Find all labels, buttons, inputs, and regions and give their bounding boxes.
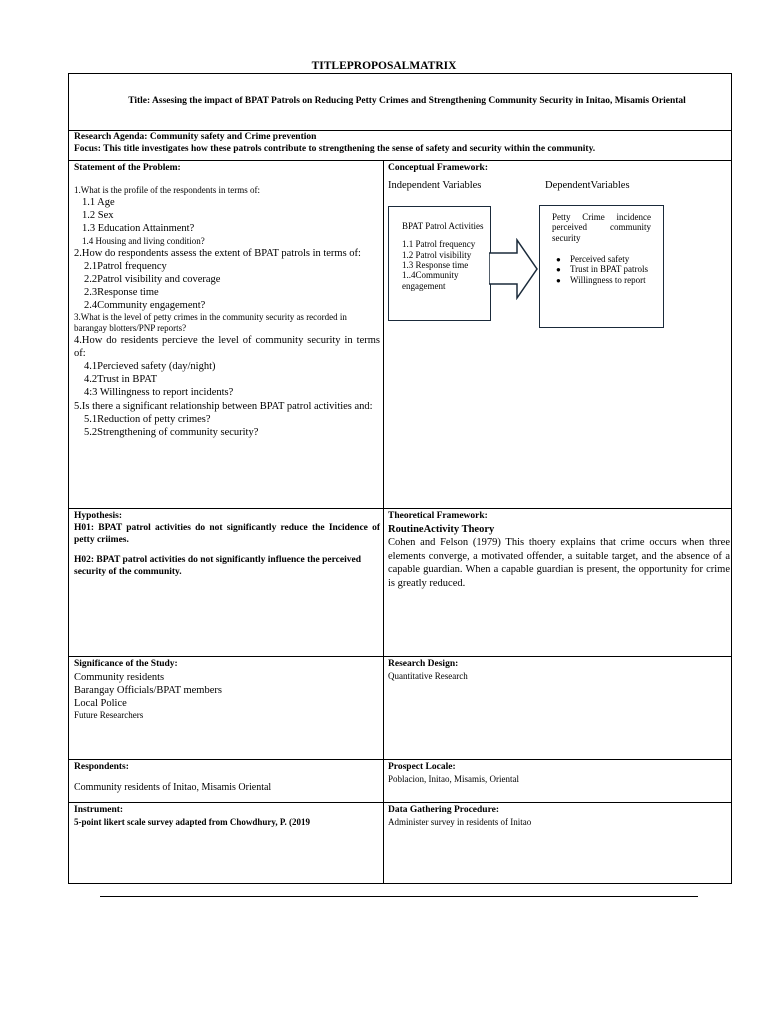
dv-item: ● Trust in BPAT patrols <box>570 264 651 274</box>
theory-name: RoutineActivity Theory <box>388 523 495 535</box>
proposal-title: Title: Assesing the impact of BPAT Patrols on Reducing Petty Crimes and Strengthening Community Security in Initao, Misamis Oriental <box>128 96 686 106</box>
row-divider <box>69 508 731 509</box>
dependent-variables-box <box>539 205 664 328</box>
hypothesis-h01: H01: BPAT patrol activities do not significantly reduce the Incidence of petty criimes. <box>74 522 380 545</box>
sop-item: 4.2Trust in BPAT <box>84 374 158 386</box>
proposal-matrix-table <box>68 73 732 884</box>
row-divider <box>69 802 731 803</box>
theoretical-framework-cell <box>388 511 730 591</box>
significance-item: Future Researchers <box>74 710 144 721</box>
sop-item: 5.1Reduction of petty crimes? <box>84 413 211 425</box>
sop-item: 5.2Strengthening of community security? <box>84 426 259 438</box>
hypothesis-h02: H02: BPAT patrol activities do not significantly influence the perceived security of the community. <box>74 554 362 577</box>
dv-item: ● Willingness to report <box>570 275 651 285</box>
iv-item: 1.1 Patrol frequency <box>402 239 476 250</box>
prospect-locale-cell <box>388 762 728 785</box>
data-gathering-label: Data Gathering Procedure: <box>388 805 499 815</box>
sop-item: 2.3Response time <box>84 287 159 299</box>
sop-item: 2.1Patrol frequency <box>84 260 167 272</box>
respondents-cell <box>74 762 380 794</box>
sop-item: 1.2 Sex <box>82 210 114 222</box>
research-agenda: Research Agenda: Community safety and Crime prevention <box>74 132 317 142</box>
sop-item: 2.4Community engagement? <box>84 300 206 312</box>
sop-item: 4.1Percieved safety (day/night) <box>84 361 216 373</box>
sop-item: 1.3 Education Attainment? <box>82 223 195 235</box>
sop-item: 2.2Patrol visibility and coverage <box>84 274 221 285</box>
research-design-label: Research Design: <box>388 659 459 669</box>
data-gathering-value: Administer survey in residents of Initao <box>388 816 532 827</box>
statement-of-problem-cell <box>74 163 380 439</box>
sop-label: Statement of the Problem: <box>74 163 181 173</box>
sop-item: 1.1 Age <box>82 197 115 209</box>
row-divider <box>69 656 731 657</box>
prospect-locale-label: Prospect Locale: <box>388 762 456 772</box>
column-divider <box>383 160 384 884</box>
research-design-cell <box>388 659 728 682</box>
significance-item: Community residents <box>74 671 165 683</box>
respondents-value: Community residents of Initao, Misamis Oriental <box>74 781 272 793</box>
data-gathering-cell <box>388 805 728 828</box>
sop-item: 1.What is the profile of the respondents in terms of: <box>74 184 260 195</box>
sop-item: 2.How do respondents assess the extent of BPAT patrols in terms of: <box>74 247 361 259</box>
iv-box-title: BPAT Patrol Activities <box>402 221 484 231</box>
independent-variables-box <box>388 206 491 321</box>
sop-item: 4.How do residents percieve the level of community security in terms of: <box>74 334 380 360</box>
research-design-value: Quantitative Research <box>388 670 468 681</box>
hypothesis-label: Hypothesis: <box>74 511 123 521</box>
document-title: TITLEPROPOSALMATRIX <box>311 60 457 72</box>
sop-item: 4:3 Willingness to report incidents? <box>84 387 234 399</box>
dependent-variables-label: DependentVariables <box>545 180 630 191</box>
theory-description: Cohen and Felson (1979) This thoery explains that crime occurs when three elements converge, a motivated offender, a suitable target, and the absence of a capable guardian. When a capable guardian is present, the opportunity for crime is greatly reduced. <box>388 537 730 589</box>
significance-cell <box>74 659 380 722</box>
research-agenda-cell <box>74 131 724 156</box>
row-divider <box>69 759 731 760</box>
instrument-label: Instrument: <box>74 805 124 815</box>
sop-item: 5.Is there a significant relationship between BPAT patrol activities and: <box>74 400 373 412</box>
conceptual-framework-cell <box>388 163 728 191</box>
row-divider <box>69 160 731 161</box>
iv-item: 1.3 Response time <box>402 260 469 271</box>
research-focus: Focus: This title investigates how these patrols contribute to strengthening the sense of safety and security within the community. <box>74 144 596 155</box>
right-arrow-icon <box>489 238 541 300</box>
footer-rule <box>100 896 698 897</box>
hypothesis-cell <box>74 511 380 578</box>
sop-item: 1.4 Housing and living condition? <box>82 235 205 246</box>
conceptual-label: Conceptual Framework: <box>388 163 488 173</box>
iv-item: 1.2 Patrol visibility <box>402 249 472 260</box>
respondents-label: Respondents: <box>74 762 129 772</box>
dv-box-title: Petty Crime incidence perceived community security <box>552 212 651 243</box>
significance-item: Barangay Officials/BPAT members <box>74 685 222 696</box>
iv-item: 1..4Community engagement <box>402 270 459 291</box>
sop-item: 3.What is the level of petty crimes in the community security as recorded in barangay blotters/PNP reports? <box>74 312 347 334</box>
instrument-cell <box>74 805 380 828</box>
independent-variables-label: Independent Variables <box>388 180 482 191</box>
significance-label: Significance of the Study: <box>74 659 178 669</box>
significance-item: Local Police <box>74 698 127 710</box>
dv-item: ● Perceived safety <box>570 254 651 264</box>
theoretical-label: Theoretical Framework: <box>388 511 488 521</box>
prospect-locale-value: Poblacion, Initao, Misamis, Oriental <box>388 773 519 784</box>
instrument-value: 5-point likert scale survey adapted from Chowdhury, P. (2019 <box>74 816 311 827</box>
